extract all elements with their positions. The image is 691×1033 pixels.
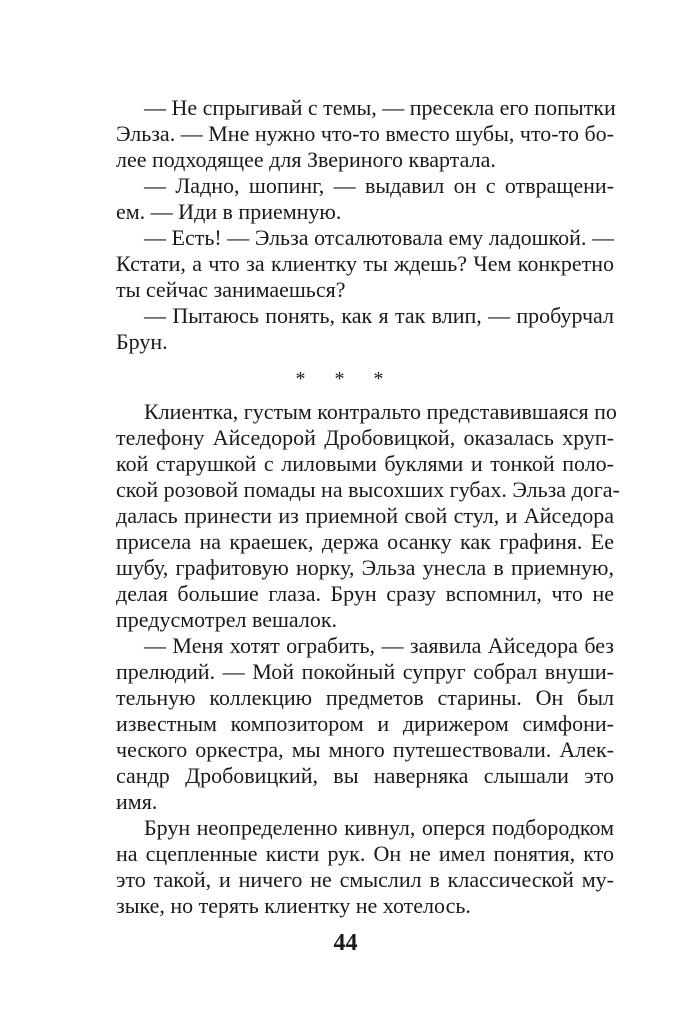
text-line: Кстати, а что за клиентку ты ждешь? Чем конкретно [116, 251, 614, 276]
text-line: — Ладно, шопинг, — выдавил он с отвращени- [144, 173, 614, 198]
text-line: делая большие глаза. Брун сразу вспомнил, что не [116, 581, 614, 606]
text-line: лее подходящее для Звериного квартала. [116, 147, 496, 172]
page-number: 44 [333, 930, 358, 956]
text-line: известным композитором и дирижером симфони- [116, 711, 614, 736]
text-line: на сцепленные кисти рук. Он не имел понятия, кто [116, 841, 614, 866]
text-line: кой старушкой с лиловыми буклями и тонкой поло- [116, 451, 614, 476]
text-line: шубу, графитовую норку, Эльза унесла в приемную, [116, 555, 614, 580]
text-line: Брун. [116, 329, 168, 354]
scene-separator: * * * [295, 368, 396, 390]
text-line: Клиентка, густым контральто представившаяся по [144, 399, 617, 424]
text-line: ты сейчас занимаешься? [116, 277, 346, 302]
text-line: — Пытаюсь понять, как я так влип, — пробурчал [144, 303, 614, 328]
text-line: телефону Айседорой Дробовицкой, оказалась хруп- [116, 425, 614, 450]
text-line: присела на краешек, держа осанку как графиня. Ее [116, 529, 614, 554]
text-line: имя. [116, 789, 158, 814]
text-line: прелюдий. — Мой покойный супруг собрал внуши- [116, 659, 614, 684]
text-line: это такой, и ничего не смыслил в классической му- [116, 867, 614, 892]
text-line: сандр Дробовицкий, вы наверняка слышали это [116, 763, 614, 788]
text-line: Брун неопределенно кивнул, оперся подбородком [144, 815, 614, 840]
text-line: — Не спрыгивай с темы, — пресекла его попытки [144, 95, 616, 120]
text-line: зыке, но терять клиентку не хотелось. [116, 893, 471, 918]
text-line: тельную коллекцию предметов старины. Он был [116, 685, 614, 710]
text-line: — Есть! — Эльза отсалютовала ему ладошкой. — [144, 225, 614, 250]
text-line: ем. — Иди в приемную. [116, 199, 342, 224]
text-line: ческого оркестра, мы много путешествовали. Алек- [116, 737, 614, 762]
text-line: — Меня хотят ограбить, — заявила Айседора без [144, 633, 614, 658]
text-line: предусмотрел вешалок. [116, 607, 338, 632]
text-line: ской розовой помады на высохших губах. Эльза дога- [116, 477, 620, 502]
text-line: далась принести из приемной свой стул, и Айседора [116, 503, 614, 528]
text-line: Эльза. — Мне нужно что-то вместо шубы, что-то бо- [116, 121, 614, 146]
